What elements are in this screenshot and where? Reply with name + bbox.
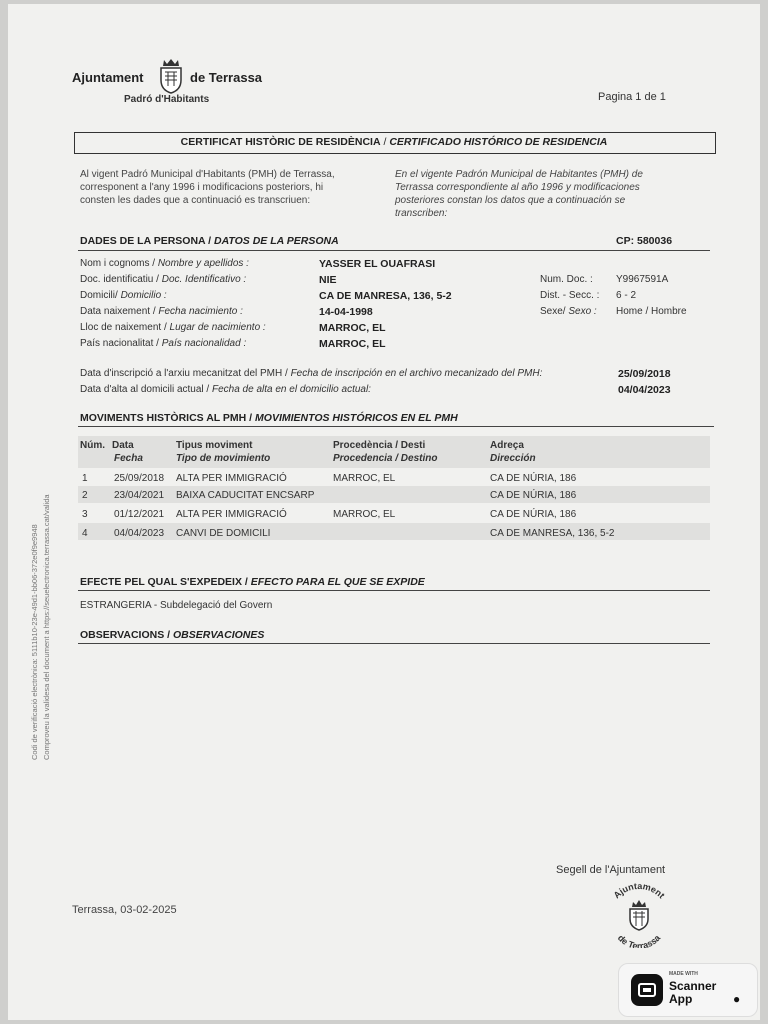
scanner-small-text: MADE WITH — [669, 971, 698, 977]
label-ca: Domicili — [80, 290, 115, 301]
row-num: 1 — [82, 473, 88, 484]
divider — [78, 426, 714, 427]
section-title-es: DATOS DE LA PERSONA — [214, 235, 339, 247]
scanner-app-icon — [631, 974, 663, 1006]
coat-of-arms-icon — [158, 58, 184, 99]
row-num: 4 — [82, 528, 88, 539]
field-label-birthdate: Data naixement / Fecha nacimiento : — [80, 306, 243, 317]
row-bg-alt — [78, 523, 710, 540]
col-header-address-ca: Adreça — [490, 440, 524, 451]
row-address: CA DE NÚRIA, 186 — [490, 509, 577, 520]
label-es: Domicilio : — [120, 290, 167, 301]
label-ca: Data d'alta al domicili actual — [80, 384, 204, 395]
field-label-name: Nom i cognoms / Nombre y apellidos : — [80, 258, 249, 269]
label-es: Nombre y apellidos : — [157, 258, 249, 269]
field-value-nationality: MARROC, EL — [319, 338, 386, 350]
date-label-current-address: Data d'alta al domicili actual / Fecha de alta en el domicilio actual: — [80, 384, 371, 395]
field-label-doc: Doc. identificatiu / Doc. Identificativo : — [80, 274, 247, 285]
col-header-type-es: Tipo de movimiento — [176, 453, 271, 464]
divider — [78, 643, 710, 644]
label-es: Sexo : — [568, 306, 597, 317]
effect-section-title: EFECTE PEL QUAL S'EXPEDEIX / EFECTO PARA EL QUE SE EXPIDE — [80, 576, 425, 588]
field-label-birthplace: Lloc de naixement / Lugar de nacimiento : — [80, 322, 266, 333]
field-label-district: Dist. - Secc. : — [540, 290, 600, 301]
seal-text-top: Ajuntament — [611, 882, 667, 901]
cp-code: CP: 580036 — [616, 235, 673, 247]
document-title: CERTIFICAT HISTÒRIC DE RESIDÈNCIA / CERTIFICADO HISTÓRICO DE RESIDENCIA — [180, 136, 608, 148]
seal-label: Segell de l'Ajuntament — [556, 864, 666, 876]
intro-es — [395, 168, 643, 220]
label-ca: Lloc de naixement — [80, 322, 162, 333]
row-num: 2 — [82, 490, 88, 501]
row-type: ALTA PER IMMIGRACIÓ — [176, 473, 287, 484]
label-ca: País nacionalitat — [80, 338, 154, 349]
row-num: 3 — [82, 509, 88, 520]
observations-section-title: OBSERVACIONS / OBSERVACIONES — [80, 629, 265, 641]
field-value-district: 6 - 2 — [616, 290, 637, 301]
seal-text-bottom: de Terrassa — [615, 932, 663, 948]
org-name-left: Ajuntament — [72, 70, 144, 85]
row-address: CA DE MANRESA, 136, 5-2 — [490, 528, 615, 539]
row-date: 23/04/2021 — [114, 490, 165, 501]
municipal-seal — [600, 882, 678, 948]
label-ca: Data d'inscripció a l'arxiu mecanitzat del PMH — [80, 368, 283, 379]
intro-ca — [80, 168, 335, 207]
field-value-address: CA DE MANRESA, 136, 5-2 — [319, 290, 452, 302]
field-label-nationality: País nacionalitat / País nacionalidad : — [80, 338, 247, 349]
field-label-address: Domicili/ Domicilio : — [80, 290, 167, 301]
label-ca: Data naixement — [80, 306, 151, 317]
row-type: BAIXA CADUCITAT ENCSARP — [176, 490, 315, 501]
apple-icon: ● — [733, 992, 741, 1006]
movements-section-title: MOVIMENTS HISTÒRICS AL PMH / MOVIMIENTOS HISTÓRICOS EN EL PMH — [80, 412, 458, 424]
field-value-doc: NIE — [319, 274, 337, 286]
field-value-docnum: Y9967591A — [616, 274, 669, 285]
label-es: Fecha de inscripción en el archivo mecanizado del PMH: — [290, 368, 543, 379]
date-value-inscription: 25/09/2018 — [618, 368, 671, 380]
intro-ca-line: consten les dades que a continuació es transcriuen: — [80, 195, 311, 206]
col-header-origin-es: Procedencia / Destino — [333, 453, 438, 464]
effect-value: ESTRANGERIA - Subdelegació del Govern — [80, 600, 273, 611]
label-es: Fecha de alta en el domicilio actual: — [211, 384, 371, 395]
label-ca: Sexe — [540, 306, 563, 317]
person-section-title: DADES DE LA PERSONA / DATOS DE LA PERSONA — [80, 235, 339, 247]
row-date: 01/12/2021 — [114, 509, 165, 520]
date-label-inscription: Data d'inscripció a l'arxiu mecanitzat del PMH / Fecha de inscripción en el archivo mecanizado del PMH: — [80, 368, 543, 379]
row-date: 25/09/2018 — [114, 473, 165, 484]
label-es: País nacionalidad : — [161, 338, 247, 349]
row-type: ALTA PER IMMIGRACIÓ — [176, 509, 287, 520]
org-subtitle: Padró d'Habitants — [124, 94, 210, 105]
verification-side-text — [28, 430, 68, 760]
field-label-sex: Sexe/ Sexo : — [540, 306, 597, 317]
label-ca: Nom i cognoms — [80, 258, 150, 269]
scanner-name-line2: App — [669, 992, 693, 1006]
intro-es-line: posteriores constan los datos que a continuación se — [395, 195, 626, 206]
field-label-docnum: Num. Doc. : — [540, 274, 593, 285]
field-value-birthdate: 14-04-1998 — [319, 306, 373, 318]
intro-ca-line: corresponent a l'any 1996 i modificacions posteriors, hi — [80, 182, 324, 193]
col-header-date-ca: Data — [112, 440, 134, 451]
section-title-ca: MOVIMENTS HISTÒRICS AL PMH — [80, 412, 247, 424]
page-number: Pagina 1 de 1 — [598, 91, 666, 103]
field-value-name: YASSER EL OUAFRASI — [319, 258, 436, 270]
date-value-current-address: 04/04/2023 — [618, 384, 671, 396]
place-date: Terrassa, 03-02-2025 — [72, 904, 177, 916]
intro-es-line: transcriben: — [395, 208, 448, 219]
row-origin: MARROC, EL — [333, 473, 396, 484]
scanner-app-badge — [618, 963, 758, 1017]
row-origin: MARROC, EL — [333, 509, 396, 520]
label-es: Fecha nacimiento : — [158, 306, 243, 317]
label-ca: Doc. identificatiu — [80, 274, 154, 285]
row-date: 04/04/2023 — [114, 528, 165, 539]
intro-es-line: Terrassa correspondiente al año 1996 y modificaciones — [395, 182, 640, 193]
label-es: Lugar de nacimiento : — [169, 322, 266, 333]
col-header-address-es: Dirección — [490, 453, 536, 464]
divider — [78, 590, 710, 591]
title-ca: CERTIFICAT HISTÒRIC DE RESIDÈNCIA — [180, 136, 381, 148]
col-header-origin-ca: Procedència / Desti — [333, 440, 426, 451]
org-name-right: de Terrassa — [190, 70, 263, 85]
divider — [78, 250, 710, 251]
side-text-line: Comproveu la validesa del document a https://seuelectronica.terrassa.cat/valida — [42, 494, 51, 760]
side-text-line: Codi de verificació electrònica: 5111b10-23e-49d1-bb06-372e0f9e9948 — [30, 524, 39, 760]
field-value-birthplace: MARROC, EL — [319, 322, 386, 334]
col-header-num: Núm. — [80, 440, 105, 451]
field-value-sex: Home / Hombre — [616, 306, 687, 317]
svg-text:de Terrassa — [616, 932, 663, 948]
section-title-es: MOVIMIENTOS HISTÓRICOS EN EL PMH — [255, 412, 458, 424]
col-header-date-es: Fecha — [114, 453, 143, 464]
row-bg-alt — [78, 486, 710, 503]
row-address: CA DE NÚRIA, 186 — [490, 490, 577, 501]
svg-text:Ajuntament — [612, 882, 667, 900]
intro-ca-line: Al vigent Padró Municipal d'Habitants (PMH) de Terrassa, — [80, 169, 335, 180]
label-es: Doc. Identificativo : — [161, 274, 247, 285]
scanner-name-line1: Scanner — [669, 979, 717, 993]
title-es: CERTIFICADO HISTÓRICO DE RESIDENCIA — [389, 136, 608, 148]
section-title-ca: OBSERVACIONS — [80, 629, 165, 641]
intro-es-line: En el vigente Padrón Municipal de Habitantes (PMH) de — [395, 169, 643, 180]
row-type: CANVI DE DOMICILI — [176, 528, 271, 539]
section-title-ca: EFECTE PEL QUAL S'EXPEDEIX — [80, 576, 242, 588]
section-title-es: OBSERVACIONES — [172, 629, 265, 641]
section-title-es: EFECTO PARA EL QUE SE EXPIDE — [250, 576, 425, 588]
col-header-type-ca: Tipus moviment — [176, 440, 253, 451]
section-title-ca: DADES DE LA PERSONA — [80, 235, 206, 247]
row-address: CA DE NÚRIA, 186 — [490, 473, 577, 484]
